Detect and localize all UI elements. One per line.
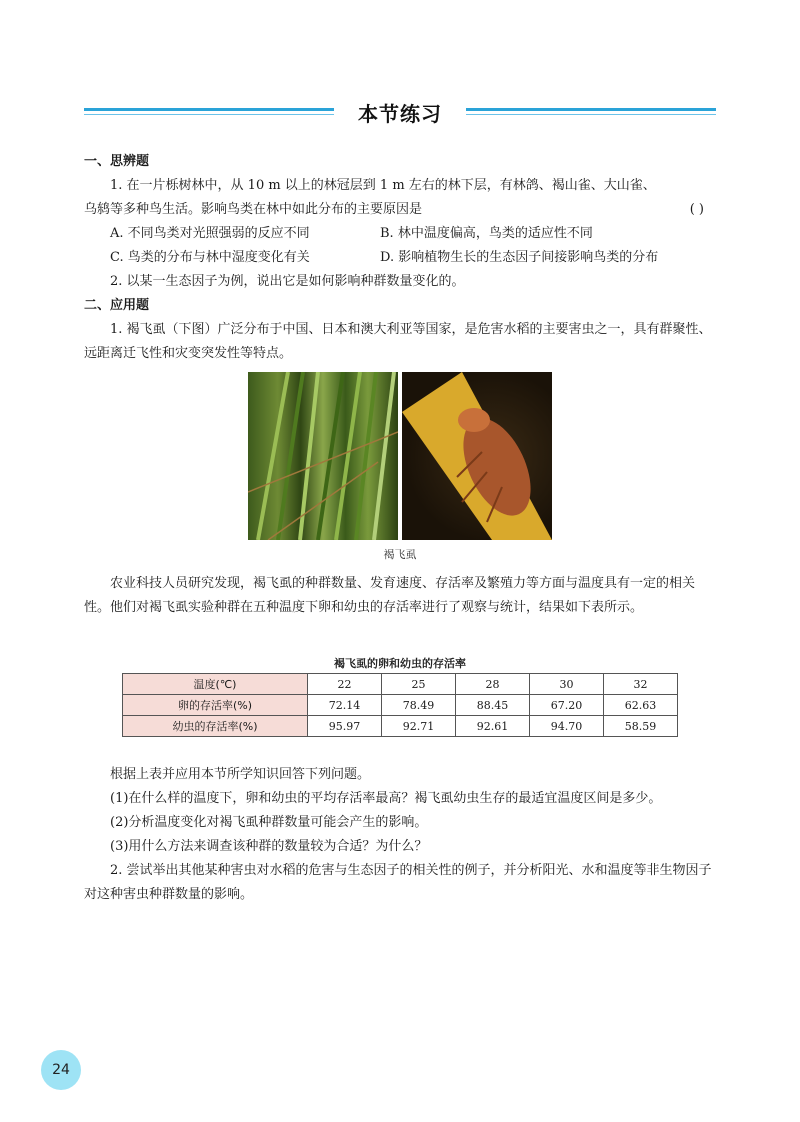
table-cell: 78.49 [382, 695, 456, 716]
option-a: A. 不同鸟类对光照强弱的反应不同 [110, 226, 310, 241]
table-cell: 67.20 [530, 695, 604, 716]
q2-text: 2. 以某一生态因子为例，说出它是如何影响种群数量变化的。 [110, 274, 465, 289]
header-rule-right [466, 108, 716, 111]
table-cell: 25 [382, 674, 456, 695]
q1-text-line2: 乌鸫等多种鸟生活。影响鸟类在林中如此分布的主要原因是 [84, 202, 423, 217]
table-cell: 92.61 [456, 716, 530, 737]
table-cell: 88.45 [456, 695, 530, 716]
answer-paren: ( ) [689, 202, 704, 217]
table-cell: 62.63 [604, 695, 678, 716]
option-b: B. 林中温度偏高，鸟类的适应性不同 [380, 226, 593, 241]
app-q1-intro: 1. 褐飞虱（下图）广泛分布于中国、日本和澳大利亚等国家，是危害水稻的主要害虫之一，具有群聚性、远距离迁飞性和灾变突发性等特点。 [84, 322, 712, 361]
table-cell: 32 [604, 674, 678, 695]
table-cell: 22 [308, 674, 382, 695]
row-label: 温度(℃) [123, 674, 308, 695]
table-row-larva [123, 716, 678, 737]
table-title: 褐飞虱的卵和幼虫的存活率 [334, 657, 466, 670]
section1-heading: 一、思辨题 [84, 154, 150, 169]
section2-heading: 二、应用题 [84, 298, 150, 313]
table-cell: 95.97 [308, 716, 382, 737]
table-cell: 58.59 [604, 716, 678, 737]
page-number: 24 [41, 1050, 81, 1090]
row-label: 幼虫的存活率(%) [123, 716, 308, 737]
rice-stems-illustration [248, 372, 398, 540]
row-label: 卵的存活率(%) [123, 695, 308, 716]
section-discussion [84, 150, 716, 366]
page-title: 本节练习 [340, 98, 460, 127]
planthopper-photo [402, 372, 552, 540]
table-cell: 28 [456, 674, 530, 695]
table-row-temperature [123, 674, 678, 695]
header-rule-right-thin [466, 114, 716, 115]
questions-block [84, 763, 716, 907]
sub-question-3: (3)用什么方法来调查该种群的数量较为合适？为什么？ [110, 839, 428, 854]
table-cell: 94.70 [530, 716, 604, 737]
planthopper-illustration [402, 372, 552, 540]
planthopper-figure [248, 372, 552, 540]
answer-intro: 根据上表并应用本节所学知识回答下列问题。 [110, 767, 371, 782]
option-c: C. 鸟类的分布与林中湿度变化有关 [110, 250, 310, 265]
survival-rate-table [122, 673, 678, 737]
figure-caption: 褐飞虱 [383, 548, 417, 561]
q1-options [84, 222, 716, 270]
section-header [84, 96, 716, 130]
option-d: D. 影响植物生长的生态因子间接影响鸟类的分布 [380, 250, 659, 265]
q1-text-line1: 1. 在一片栎树林中，从 10 m 以上的林冠层到 1 m 左右的林下层，有林鸽、褐山雀、大山雀、 [110, 178, 656, 193]
table-cell: 92.71 [382, 716, 456, 737]
header-rule-left-thin [84, 114, 334, 115]
research-paragraph: 农业科技人员研究发现，褐飞虱的种群数量、发育速度、存活率及繁殖力等方面与温度具有一定的相关性。他们对褐飞虱实验种群在五种温度下卵和幼虫的存活率进行了观察与统计，结果如下表所示。 [84, 576, 696, 615]
header-rule-left [84, 108, 334, 111]
table-cell: 72.14 [308, 695, 382, 716]
app-q2-text: 2. 尝试举出其他某种害虫对水稻的危害与生态因子的相关性的例子，并分析阳光、水和温度等非生物因子对这种害虫种群数量的影响。 [84, 863, 712, 902]
sub-question-1: (1)在什么样的温度下，卵和幼虫的平均存活率最高？褐飞虱幼虫生存的最适宜温度区间是多少。 [110, 791, 662, 806]
sub-question-2: (2)分析温度变化对褐飞虱种群数量可能会产生的影响。 [110, 815, 428, 830]
q1-line2 [84, 198, 716, 222]
table-cell: 30 [530, 674, 604, 695]
rice-plant-photo [248, 372, 398, 540]
table-row-egg [123, 695, 678, 716]
